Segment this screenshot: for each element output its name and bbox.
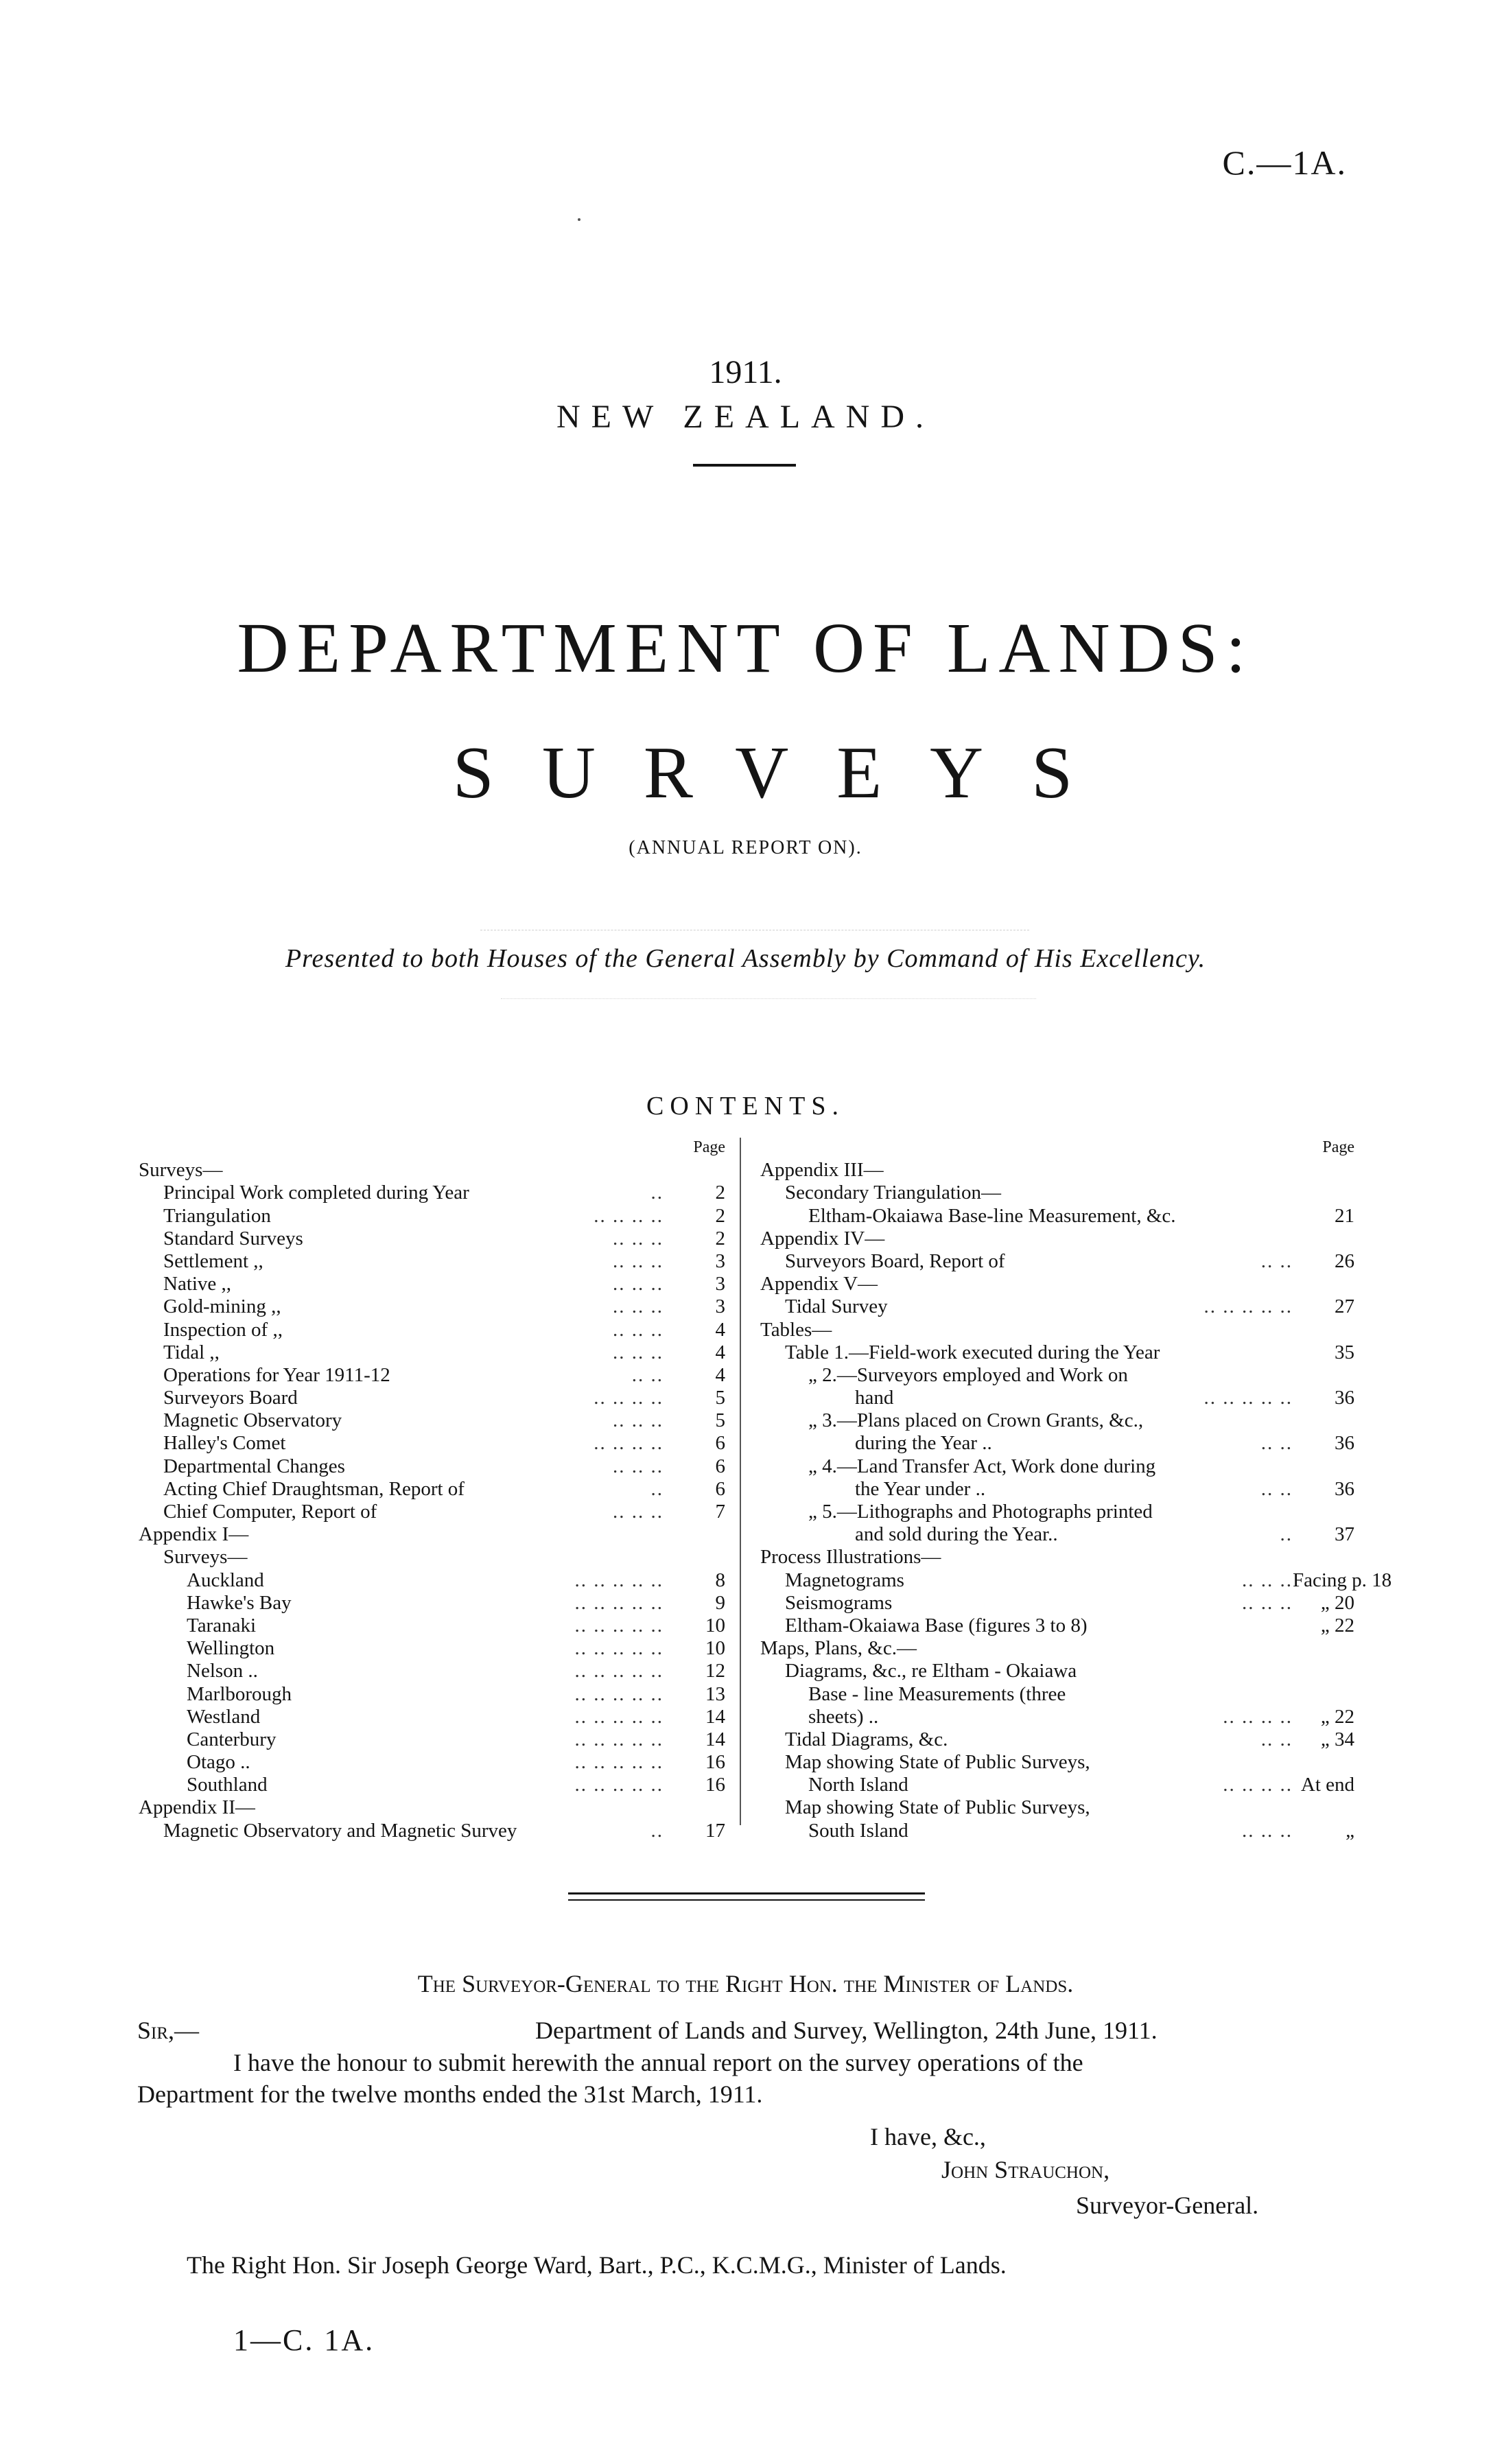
contents-entry-text: Canterbury [187, 1728, 277, 1750]
contents-entry-text: Surveyors Board [163, 1387, 298, 1409]
contents-entry-text: the Year under .. [855, 1477, 986, 1500]
contents-entry-leader: .. .. .. .. .. [574, 1705, 664, 1728]
contents-entry-page: 12 [705, 1660, 725, 1682]
contents-entry-text: „ 5.—Lithographs and Photographs printed [808, 1501, 1153, 1523]
contents-entry [139, 1683, 725, 1706]
contents-entry [760, 1501, 1354, 1523]
contents-entry-leader: .. .. .. [613, 1318, 664, 1341]
contents-entry-text: during the Year .. [855, 1432, 992, 1455]
contents-entry-page: 3 [715, 1295, 725, 1318]
contents-entry-text: Principal Work completed during Year [163, 1182, 469, 1204]
contents-entry-leader: .. .. .. [613, 1409, 664, 1432]
contents-entry-page: 4 [715, 1363, 725, 1386]
contents-entry-text: Appendix II— [139, 1796, 255, 1819]
contents-entry-leader: .. .. .. .. .. [574, 1728, 664, 1750]
contents-entry-page: 7 [715, 1501, 725, 1523]
contents-entry-text: Departmental Changes [163, 1455, 345, 1477]
contents-entry-text: Eltham-Okaiawa Base (figures 3 to 8) [785, 1614, 1088, 1636]
contents-entry [760, 1637, 1354, 1660]
contents-entry [760, 1364, 1354, 1387]
contents-entry [760, 1728, 1354, 1751]
contents-entry-page: 14 [705, 1728, 725, 1750]
contents-entry-text: Appendix V— [760, 1273, 878, 1295]
letter-signer-title: Surveyor-General. [1076, 2192, 1259, 2219]
contents-entry [139, 1728, 725, 1751]
contents-page-header [139, 1136, 725, 1159]
footer-page-code: 1—C. 1A. [233, 2323, 375, 2357]
contents-entry-page: 3 [715, 1273, 725, 1295]
contents-entry-page: 16 [705, 1751, 725, 1774]
contents-entry-text: Chief Computer, Report of [163, 1501, 377, 1523]
contents-entry [139, 1455, 725, 1478]
contents-entry-page: 10 [705, 1614, 725, 1636]
contents-entry-page: 21 [1335, 1204, 1354, 1227]
contents-entry-page: 36 [1335, 1387, 1354, 1409]
contents-entry-text: Appendix III— [760, 1159, 884, 1182]
contents-entry-leader: .. .. [1260, 1249, 1293, 1272]
contents-entry [760, 1592, 1354, 1615]
contents-entry [139, 1432, 725, 1455]
contents-entry-leader: .. .. .. .. .. [1204, 1295, 1293, 1318]
contents-entry-text: Magnetograms [785, 1569, 904, 1591]
contents-entry-text: Standard Surveys [163, 1227, 303, 1249]
contents-entry [139, 1341, 725, 1364]
contents-entry-leader: .. [650, 1819, 664, 1842]
contents-entry-page: At end [1300, 1774, 1354, 1796]
contents-entry-text: hand [855, 1387, 894, 1409]
contents-column-divider [740, 1138, 741, 1825]
contents-entry [139, 1637, 725, 1660]
contents-entry-leader: .. .. .. [613, 1273, 664, 1295]
letter-recipient: The Right Hon. Sir Joseph George Ward, Bart., P.C., K.C.M.G., Minister of Lands. [187, 2251, 1007, 2279]
contents-entry [760, 1683, 1354, 1706]
contents-entry [139, 1546, 725, 1569]
contents-entry-text: Appendix I— [139, 1523, 249, 1546]
contents-entry [760, 1228, 1354, 1250]
contents-entry [139, 1159, 725, 1182]
contents-entry-page: 14 [705, 1705, 725, 1728]
section-rule-thick [568, 1892, 925, 1894]
contents-entry-text: Otago .. [187, 1751, 250, 1774]
contents-entry-page: „ 22 [1320, 1614, 1354, 1636]
title-rule [693, 464, 796, 467]
contents-entry-page: 5 [715, 1387, 725, 1409]
contents-entry-text: Eltham-Okaiawa Base-line Measurement, &c. [808, 1204, 1176, 1227]
contents-entry-text: Process Illustrations— [760, 1546, 941, 1569]
document-reference-code: C.—1A. [1222, 143, 1347, 182]
contents-entry-leader: .. .. .. [1242, 1819, 1293, 1842]
contents-entry-page: 36 [1335, 1432, 1354, 1455]
contents-entry [760, 1319, 1354, 1341]
contents-title: CONTENTS. [646, 1092, 845, 1120]
contents-left-column [139, 1136, 725, 1842]
contents-entry-text: Magnetic Observatory [163, 1409, 342, 1432]
contents-entry-leader: .. .. .. .. .. [574, 1751, 664, 1774]
country-title: NEW ZEALAND. [556, 399, 935, 435]
print-speck [578, 218, 580, 221]
presented-line: Presented to both Houses of the General Assembly by Command of His Excellency. [285, 944, 1206, 973]
contents-entry-leader: .. [650, 1182, 664, 1204]
letter-heading: The Surveyor-General to the Right Hon. the Minister of Lands. [417, 1970, 1074, 1997]
section-rule-thin [568, 1899, 925, 1901]
letter-body-line-2: Department for the twelve months ended the 31st March, 1911. [137, 2080, 763, 2108]
letter-closing: I have, &c., [870, 2123, 986, 2150]
publication-year: 1911. [709, 354, 782, 390]
contents-entry [139, 1364, 725, 1387]
letter-salutation: Sir,— [137, 2017, 200, 2044]
contents-entry [760, 1409, 1354, 1432]
contents-entry-text: Taranaki [187, 1614, 257, 1636]
contents-entry-leader: .. .. .. [613, 1249, 664, 1272]
contents-entry [139, 1615, 725, 1637]
contents-entry [760, 1387, 1354, 1409]
department-title: DEPARTMENT OF LANDS: [237, 609, 1254, 688]
contents-entry-text: Auckland [187, 1569, 264, 1591]
contents-entry-page: 27 [1335, 1295, 1354, 1318]
contents-entry [760, 1205, 1354, 1228]
contents-entry-text: North Island [808, 1774, 908, 1796]
page-column-label: Page [1322, 1138, 1354, 1156]
contents-entry [139, 1660, 725, 1682]
letter-body-line-1: I have the honour to submit herewith the annual report on the survey operations of the [233, 2049, 1083, 2076]
contents-entry-page: 2 [715, 1227, 725, 1249]
contents-entry [139, 1751, 725, 1774]
contents-entry [760, 1774, 1354, 1796]
contents-entry-text: Seismograms [785, 1591, 893, 1614]
contents-right-column [760, 1136, 1392, 1842]
contents-entry-leader: .. .. [1260, 1728, 1293, 1750]
contents-entry-leader: .. .. [1260, 1477, 1293, 1500]
contents-entry [760, 1478, 1354, 1501]
contents-entry [139, 1706, 725, 1728]
contents-entry-text: Magnetic Observatory and Magnetic Survey [163, 1819, 517, 1842]
contents-entry [139, 1569, 725, 1592]
contents-entry-page: 6 [715, 1477, 725, 1500]
contents-entry [139, 1228, 725, 1250]
contents-entry-page: 6 [715, 1455, 725, 1477]
contents-entry-leader: .. [650, 1477, 664, 1500]
contents-entry-leader: .. .. [1260, 1432, 1293, 1455]
contents-entry-text: Map showing State of Public Surveys, [785, 1796, 1090, 1819]
contents-entry-page: 9 [715, 1591, 725, 1614]
contents-entry-text: Surveyors Board, Report of [785, 1249, 1005, 1272]
contents-entry-leader: .. .. .. [613, 1295, 664, 1318]
contents-entry-text: Tables— [760, 1318, 832, 1341]
contents-entry-page: 6 [715, 1432, 725, 1455]
contents-entry-text: Tidal ,, [163, 1341, 220, 1363]
contents-entry-page: „ 20 [1320, 1591, 1354, 1614]
contents-entry-page: 17 [705, 1819, 725, 1842]
page-column-label: Page [693, 1138, 725, 1156]
contents-entry-text: sheets) .. [808, 1705, 879, 1728]
contents-entry-leader: .. .. .. .. .. [574, 1660, 664, 1682]
contents-entry [139, 1409, 725, 1432]
contents-entry-text: Nelson .. [187, 1660, 258, 1682]
contents-entry [139, 1182, 725, 1204]
contents-entry-page: 2 [715, 1204, 725, 1227]
contents-entry-text: Surveys— [163, 1546, 248, 1569]
contents-entry-text: South Island [808, 1819, 908, 1842]
contents-entry [760, 1820, 1354, 1842]
contents-entry-page: 37 [1335, 1523, 1354, 1546]
contents-page-header [760, 1136, 1354, 1159]
contents-entry-page: Facing p. 18 [1293, 1569, 1392, 1591]
contents-entry [139, 1295, 725, 1318]
contents-entry-text: Map showing State of Public Surveys, [785, 1751, 1090, 1774]
contents-entry-text: Surveys— [139, 1159, 223, 1182]
letter-signer: John Strauchon, [941, 2156, 1110, 2183]
contents-entry [139, 1273, 725, 1295]
contents-entry-leader: .. .. .. [613, 1227, 664, 1249]
contents-entry-leader: .. [1280, 1523, 1293, 1546]
contents-entry [760, 1615, 1354, 1637]
contents-entry-page: „ 34 [1320, 1728, 1354, 1750]
contents-entry [139, 1774, 725, 1796]
contents-entry [760, 1159, 1354, 1182]
contents-entry-text: and sold during the Year.. [855, 1523, 1058, 1546]
contents-entry [760, 1751, 1354, 1774]
contents-entry-leader: .. .. .. .. [1223, 1774, 1293, 1796]
contents-entry-page: 2 [715, 1182, 725, 1204]
contents-entry-text: Inspection of ,, [163, 1318, 283, 1341]
contents-entry-text: „ 4.—Land Transfer Act, Work done during [808, 1455, 1156, 1477]
contents-entry-leader: .. .. .. .. [594, 1432, 664, 1455]
contents-entry [760, 1455, 1354, 1478]
contents-entry-page: 26 [1335, 1249, 1354, 1272]
contents-entry-leader: .. .. .. [613, 1341, 664, 1363]
contents-entry [760, 1273, 1354, 1295]
contents-entry-leader: .. .. .. .. [594, 1204, 664, 1227]
contents-entry-page: 16 [705, 1774, 725, 1796]
contents-entry-page: 4 [715, 1318, 725, 1341]
contents-entry [760, 1432, 1354, 1455]
contents-entry-text: Westland [187, 1705, 261, 1728]
contents-entry-text: Wellington [187, 1637, 275, 1660]
subject-title: SURVEYS [452, 732, 1121, 814]
contents-entry-text: Acting Chief Draughtsman, Report of [163, 1477, 465, 1500]
contents-entry-text: Southland [187, 1774, 268, 1796]
contents-entry-leader: .. .. .. [613, 1501, 664, 1523]
contents-entry-leader: .. .. .. .. .. [574, 1614, 664, 1636]
contents-entry [760, 1796, 1354, 1819]
contents-entry [139, 1796, 725, 1819]
contents-entry-leader: .. .. .. .. .. [574, 1591, 664, 1614]
contents-entry-page: 3 [715, 1249, 725, 1272]
contents-entry-text: Triangulation [163, 1204, 271, 1227]
contents-entry-text: Settlement ,, [163, 1249, 263, 1272]
contents-entry [139, 1478, 725, 1501]
contents-entry-text: Appendix IV— [760, 1227, 885, 1249]
contents-entry-page: 35 [1335, 1341, 1354, 1363]
contents-entry [760, 1546, 1354, 1569]
contents-entry-page: „ [1346, 1819, 1354, 1842]
contents-entry [760, 1295, 1354, 1318]
contents-entry-leader: .. .. .. .. .. [574, 1682, 664, 1705]
contents-entry-text: Tidal Diagrams, &c. [785, 1728, 948, 1750]
contents-entry [760, 1523, 1354, 1546]
contents-entry-page: „ 22 [1320, 1705, 1354, 1728]
contents-entry-text: Operations for Year 1911-12 [163, 1363, 390, 1386]
contents-entry [760, 1569, 1392, 1592]
contents-entry-page: 36 [1335, 1477, 1354, 1500]
contents-entry-text: „ 3.—Plans placed on Crown Grants, &c., [808, 1409, 1144, 1432]
contents-entry [139, 1250, 725, 1273]
contents-entry-leader: .. .. [631, 1363, 664, 1386]
contents-entry-text: Maps, Plans, &c.— [760, 1637, 917, 1660]
contents-entry-leader: .. .. .. [1242, 1591, 1293, 1614]
contents-entry [760, 1182, 1354, 1204]
contents-entry-leader: .. .. .. [613, 1455, 664, 1477]
contents-entry-leader: .. .. .. .. [594, 1387, 664, 1409]
contents-entry-text: Base - line Measurements (three [808, 1682, 1066, 1705]
contents-entry-leader: .. .. .. .. .. [574, 1637, 664, 1660]
contents-entry-leader: .. .. .. .. .. [1204, 1387, 1293, 1409]
contents-entry [760, 1341, 1354, 1364]
contents-entry-page: 4 [715, 1341, 725, 1363]
contents-entry [139, 1205, 725, 1228]
faint-rule-bottom [501, 998, 1036, 999]
contents-entry-text: Gold-mining ,, [163, 1295, 281, 1318]
contents-entry-leader: .. .. .. [1242, 1569, 1293, 1591]
contents-entry [139, 1387, 725, 1409]
contents-entry-leader: .. .. .. .. .. [574, 1569, 664, 1591]
contents-entry-page: 8 [715, 1569, 725, 1591]
contents-entry-text: Marlborough [187, 1682, 292, 1705]
contents-entry [760, 1706, 1354, 1728]
contents-entry-text: Halley's Comet [163, 1432, 286, 1455]
contents-entry-page: 13 [705, 1682, 725, 1705]
contents-entry-text: Native ,, [163, 1273, 232, 1295]
contents-entry [139, 1523, 725, 1546]
contents-entry [760, 1250, 1354, 1273]
contents-entry [139, 1501, 725, 1523]
letter-address-date: Department of Lands and Survey, Wellington, 24th June, 1911. [535, 2017, 1158, 2044]
contents-entry-leader: .. .. .. .. .. [574, 1774, 664, 1796]
contents-entry-page: 5 [715, 1409, 725, 1432]
contents-entry [139, 1820, 725, 1842]
contents-entry-leader: .. .. .. .. [1223, 1705, 1293, 1728]
contents-entry-text: „ 2.—Surveyors employed and Work on [808, 1363, 1128, 1386]
contents-entry-text: Secondary Triangulation— [785, 1182, 1001, 1204]
contents-entry [139, 1592, 725, 1615]
contents-entry-text: Hawke's Bay [187, 1591, 292, 1614]
contents-entry-text: Diagrams, &c., re Eltham - Okaiawa [785, 1660, 1077, 1682]
contents-entry [760, 1660, 1354, 1682]
contents-entry-text: Table 1.—Field-work executed during the Year [785, 1341, 1160, 1363]
contents-entry-page: 10 [705, 1637, 725, 1660]
contents-entry [139, 1319, 725, 1341]
contents-entry-text: Tidal Survey [785, 1295, 888, 1318]
report-type: (ANNUAL REPORT ON). [629, 837, 862, 858]
